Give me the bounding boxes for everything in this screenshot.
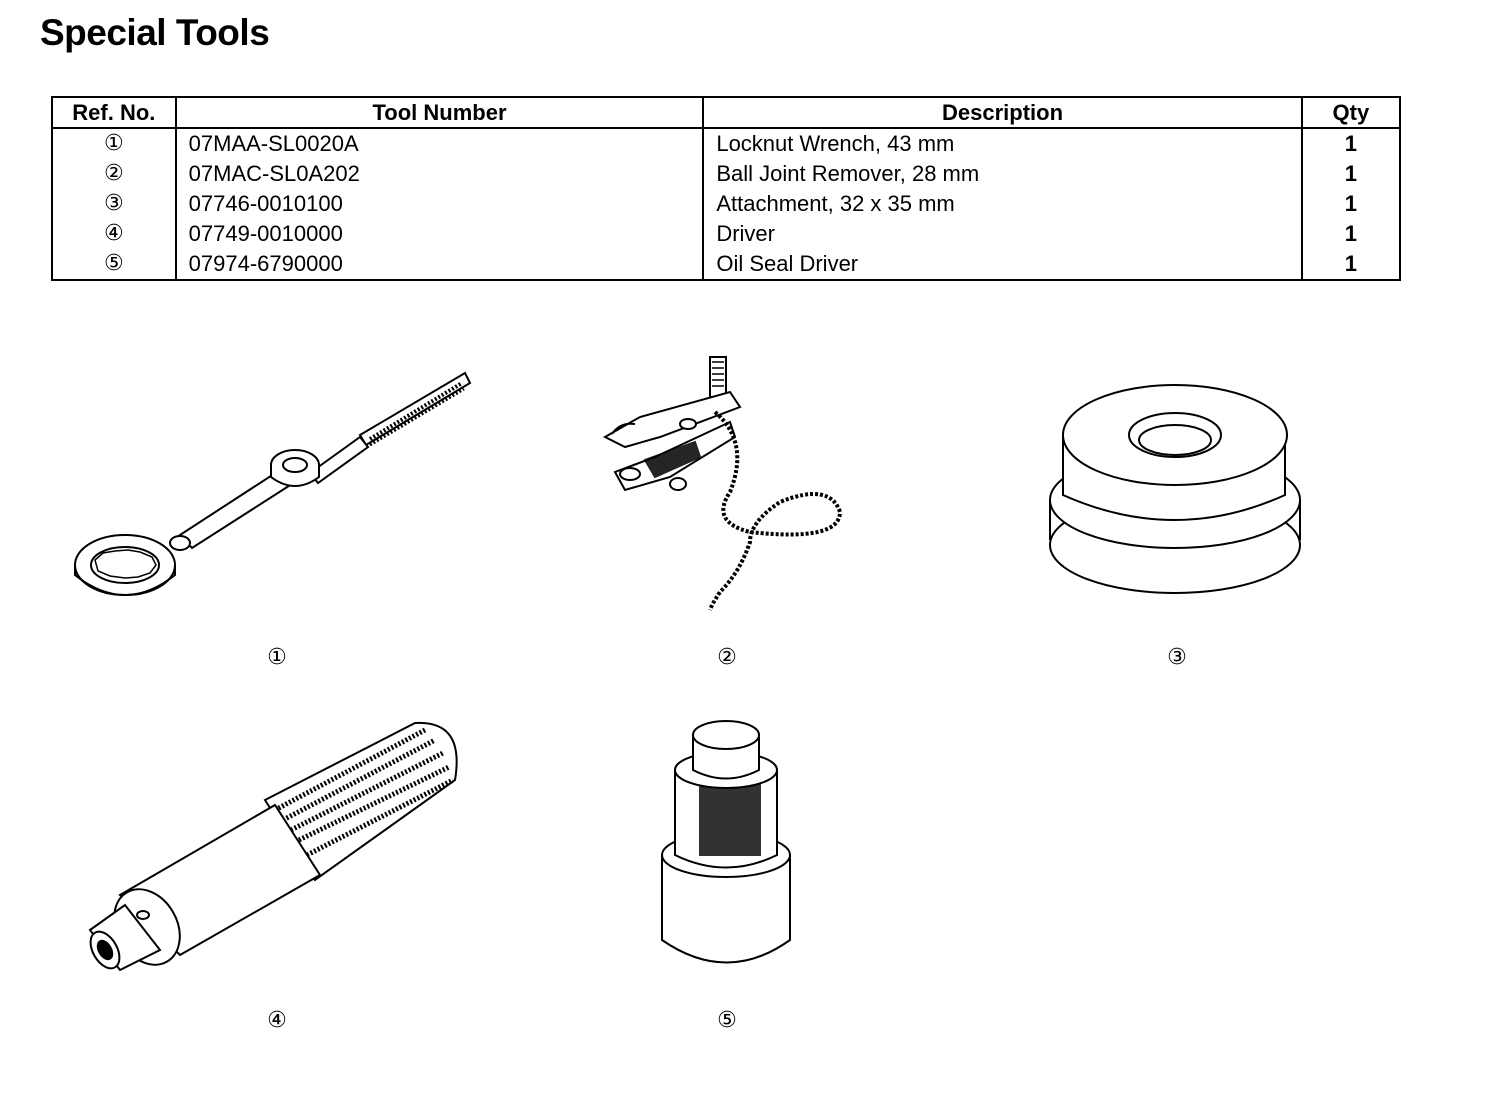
row-ref: ② <box>103 161 124 186</box>
table-row <box>52 159 1400 189</box>
row-ref: ① <box>103 131 124 156</box>
page-title: Special Tools <box>40 12 270 53</box>
locknut-wrench-illustration <box>70 365 480 615</box>
row-tool-number: 07749-0010000 <box>176 219 704 249</box>
ball-joint-remover-illustration <box>600 352 860 622</box>
header-description: Description <box>703 97 1301 128</box>
illustration-label: ② <box>717 645 737 670</box>
row-description: Driver <box>703 219 1301 249</box>
illustration-label: ④ <box>267 1008 287 1033</box>
table-row <box>52 249 1400 280</box>
oil-seal-driver-illustration <box>655 715 800 975</box>
special-tools-table <box>51 96 1401 281</box>
row-ref: ④ <box>103 221 124 246</box>
row-qty: 1 <box>1302 128 1400 159</box>
header-qty: Qty <box>1302 97 1400 128</box>
illustration-label: ③ <box>1167 645 1187 670</box>
row-qty: 1 <box>1302 219 1400 249</box>
header-ref-no: Ref. No. <box>52 97 176 128</box>
row-qty: 1 <box>1302 249 1400 280</box>
row-description: Attachment, 32 x 35 mm <box>703 189 1301 219</box>
row-tool-number: 07MAA-SL0020A <box>176 128 704 159</box>
driver-illustration <box>85 715 475 975</box>
row-ref: ⑤ <box>103 251 124 276</box>
row-qty: 1 <box>1302 189 1400 219</box>
illustration-label: ① <box>267 645 287 670</box>
row-tool-number: 07974-6790000 <box>176 249 704 280</box>
attachment-illustration <box>1045 375 1310 605</box>
row-qty: 1 <box>1302 159 1400 189</box>
table-row <box>52 219 1400 249</box>
row-tool-number: 07MAC-SL0A202 <box>176 159 704 189</box>
row-ref: ③ <box>103 191 124 216</box>
table-header-row <box>52 97 1400 128</box>
illustration-label: ⑤ <box>717 1008 737 1033</box>
table-row <box>52 128 1400 159</box>
row-description: Oil Seal Driver <box>703 249 1301 280</box>
row-tool-number: 07746-0010100 <box>176 189 704 219</box>
row-description: Locknut Wrench, 43 mm <box>703 128 1301 159</box>
table-row <box>52 189 1400 219</box>
header-tool-number: Tool Number <box>176 97 704 128</box>
row-description: Ball Joint Remover, 28 mm <box>703 159 1301 189</box>
